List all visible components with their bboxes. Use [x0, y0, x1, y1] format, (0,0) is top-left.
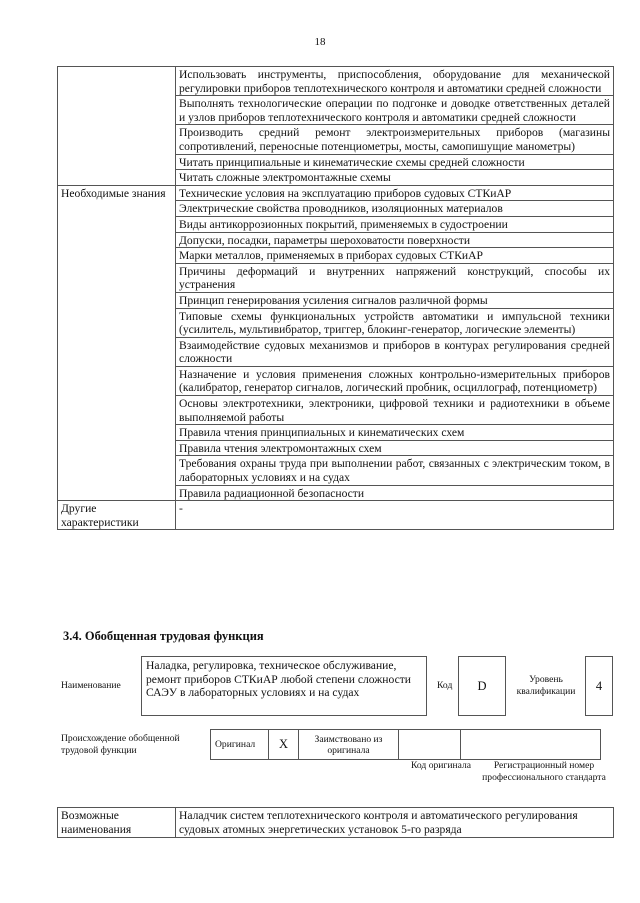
- knowledge-item: Технические условия на эксплуатацию приборов судовых СТКиАР: [176, 185, 614, 201]
- knowledge-item: Правила чтения принципиальных и кинематических схем: [176, 425, 614, 441]
- origin-code-cell: [399, 730, 461, 760]
- possible-names-table: [57, 807, 614, 838]
- qualification-level-label: Уровень квалификации: [516, 674, 576, 697]
- function-name-label: Наименование: [61, 680, 121, 691]
- competency-table: [57, 66, 614, 530]
- knowledge-item: Электрические свойства проводников, изоляционных материалов: [176, 201, 614, 217]
- origin-label: [61, 733, 205, 756]
- knowledge-item: Причины деформаций и внутренних напряжений конструкций, способы их устранения: [176, 263, 614, 292]
- function-name-value: Наладка, регулировка, техническое обслуживание, ремонт приборов СТКиАР любой степени сложности САЭУ в лабораторных условиях и на судах: [141, 656, 427, 716]
- skill-item: Выполнять технологические операции по подгонке и доводке ответственных деталей и узлов приборов теплотехнического контроля и автоматики средней сложности: [176, 96, 614, 125]
- function-code-label: Код: [437, 680, 453, 691]
- knowledge-item: Принцип генерирования усиления сигналов различной формы: [176, 292, 614, 308]
- section-title: 3.4. Обобщенная трудовая функция: [63, 629, 264, 643]
- possible-names-value: Наладчик систем теплотехнического контроля и автоматического регулирования судовых атомных энергетических установок 5-го разряда: [176, 808, 614, 838]
- origin-code-caption: Код оригинала: [410, 760, 472, 771]
- knowledge-item: Правила радиационной безопасности: [176, 485, 614, 501]
- knowledge-item: Марки металлов, применяемых в приборах судовых СТКиАР: [176, 248, 614, 264]
- function-code-value: D: [458, 656, 506, 716]
- origin-label-text: Происхождение обобщенной трудовой функции: [61, 733, 180, 756]
- knowledge-item: Назначение и условия применения сложных контрольно-измерительных приборов (калибратор, генератор сигналов, логический пробник, осциллограф, потенциометр): [176, 366, 614, 395]
- knowledge-item: Правила чтения электромонтажных схем: [176, 440, 614, 456]
- page-number: 18: [314, 36, 326, 48]
- skill-item: Производить средний ремонт электроизмерительных приборов (магазины сопротивлений, переносные потенциометры, мосты, самопишущие манометры): [176, 125, 614, 154]
- skill-item: Читать принципиальные и кинематические схемы средней сложности: [176, 154, 614, 170]
- registration-number-caption: Регистрационный номер профессионального стандарта: [482, 760, 606, 783]
- other-value: -: [176, 501, 614, 530]
- original-mark: X: [269, 730, 299, 760]
- possible-names-label: Возможные наименования: [58, 808, 176, 838]
- origin-table: [210, 729, 601, 760]
- table-row: [58, 808, 614, 838]
- other-label: Другие характеристики: [58, 501, 176, 530]
- borrowed-label: Заимствовано из оригинала: [299, 730, 399, 760]
- original-label: Оригинал: [211, 730, 269, 760]
- table-row: [58, 501, 614, 530]
- knowledge-item: Требования охраны труда при выполнении работ, связанных с электрическим током, в лабораторных условиях и на судах: [176, 456, 614, 485]
- skill-item: Читать сложные электромонтажные схемы: [176, 170, 614, 186]
- knowledge-item: Допуски, посадки, параметры шероховатости поверхности: [176, 232, 614, 248]
- skill-item: Использовать инструменты, приспособления, оборудование для механической регулировки приборов теплотехнического контроля и автоматики средней сложности: [176, 67, 614, 96]
- knowledge-item: Взаимодействие судовых механизмов и приборов в контурах регулирования средней сложности: [176, 337, 614, 366]
- table-row: [58, 67, 614, 96]
- table-row: [211, 730, 601, 760]
- qualification-level-value: 4: [585, 656, 613, 716]
- knowledge-item: Основы электротехники, электроники, цифровой техники и радиотехники в объеме выполняемой работы: [176, 396, 614, 425]
- table-row: [58, 185, 614, 201]
- knowledge-item: Виды антикоррозионных покрытий, применяемых в судостроении: [176, 216, 614, 232]
- skills-label-cell: [58, 67, 176, 186]
- registration-number-cell: [461, 730, 601, 760]
- knowledge-label: Необходимые знания: [58, 185, 176, 500]
- knowledge-item: Типовые схемы функциональных устройств автоматики и импульсной техники (усилитель, мультивибратор, триггер, блокинг-генератор, логические элементы): [176, 308, 614, 337]
